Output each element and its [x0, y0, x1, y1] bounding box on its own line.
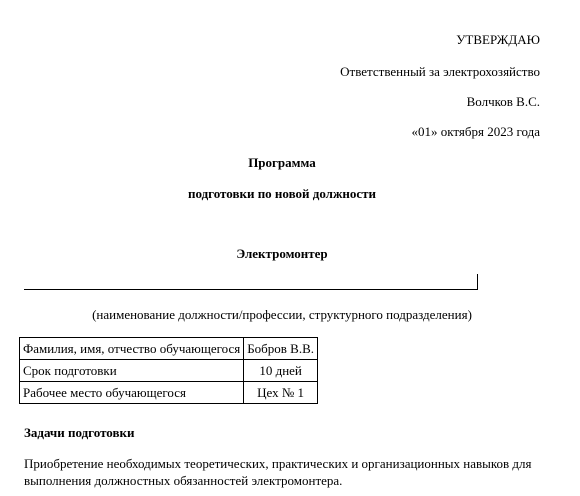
table-row: [20, 382, 318, 404]
program-subtitle: подготовки по новой должности: [187, 186, 377, 201]
approval-role: Ответственный за электрохозяйство: [340, 64, 540, 79]
table-cell-value: Бобров В.В.: [244, 338, 318, 360]
table-cell-value: 10 дней: [244, 360, 318, 382]
position-name: Электромонтер: [236, 246, 328, 261]
position-caption: (наименование должности/профессии, структурного подразделения): [92, 307, 472, 322]
table-row: [20, 360, 318, 382]
position-underline: [24, 289, 478, 290]
info-table: [19, 337, 318, 404]
table-cell-value: Цех № 1: [244, 382, 318, 404]
underline-tick: [477, 274, 478, 289]
approval-title: УТВЕРЖДАЮ: [456, 32, 540, 47]
table-row: [20, 338, 318, 360]
approval-date: «01» октября 2023 года: [411, 124, 540, 139]
tasks-line: выполнения должностных обязанностей электромонтера.: [24, 473, 343, 488]
tasks-heading: Задачи подготовки: [24, 425, 135, 440]
tasks-line: Приобретение необходимых теоретических, практических и организационных навыков для: [24, 456, 532, 471]
table-cell-label: Рабочее место обучающегося: [20, 382, 244, 404]
approval-name: Волчков В.С.: [466, 94, 540, 109]
table-cell-label: Фамилия, имя, отчество обучающегося: [20, 338, 244, 360]
table-cell-label: Срок подготовки: [20, 360, 244, 382]
tasks-text: [24, 455, 544, 489]
program-title: Программа: [248, 155, 316, 170]
